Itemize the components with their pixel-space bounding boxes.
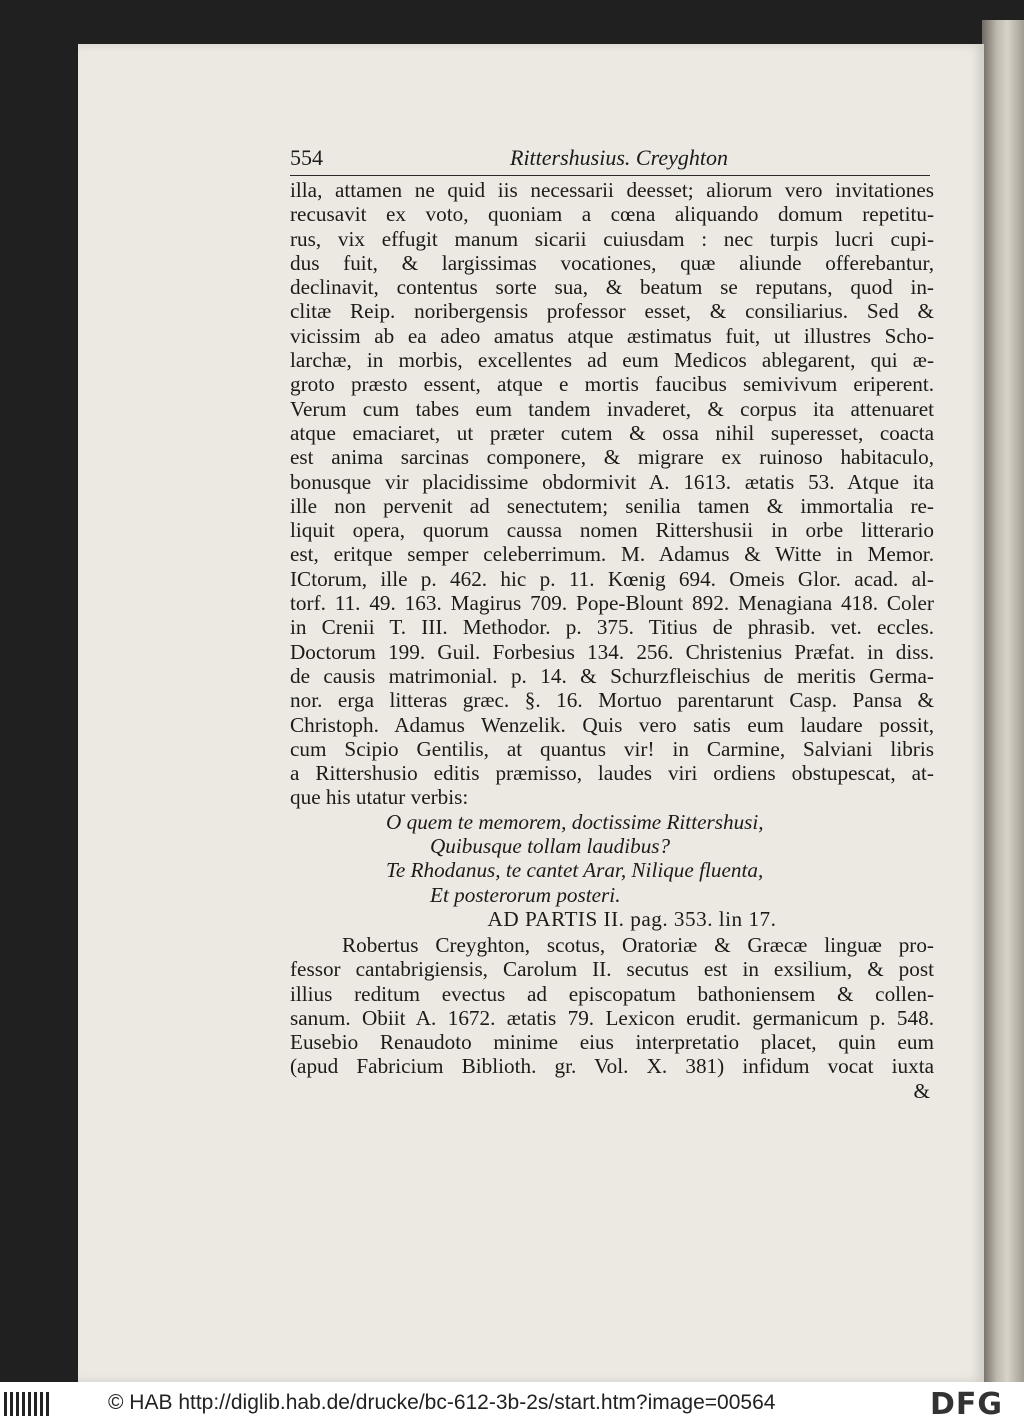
text-line: Doctorum 199. Guil. Forbesius 134. 256. Christenius Præfat. in diss. — [290, 639, 934, 664]
text-line: Christoph. Adamus Wenzelik. Quis vero satis eum laudare possit, — [290, 712, 934, 737]
page-body — [290, 178, 934, 1103]
text-line: est anima sarcinas componere, & migrare ex ruinoso habitaculo, — [290, 445, 934, 470]
text-line: Eusebio Renaudoto minime eius interpretatio placet, quin eum — [290, 1030, 934, 1055]
text-line: larchæ, in morbis, excellentes ad eum Medicos ablegarent, qui æ- — [290, 348, 934, 373]
paragraph-rittershusius — [290, 178, 934, 810]
text-line: in Crenii T. III. Methodor. p. 375. Titius de phrasib. vet. eccles. — [290, 615, 934, 640]
verse-quotation — [290, 810, 934, 907]
text-line: de causis matrimonial. p. 14. & Schurzfleischius de meritis Germa- — [290, 663, 934, 688]
section-heading: AD PARTIS II. pag. 353. lin 17. — [487, 906, 777, 931]
text-line: ICtorum, ille p. 462. hic p. 11. Kœnig 694. Omeis Glor. acad. al- — [290, 566, 934, 591]
catchword: & — [913, 1078, 930, 1103]
page-header — [290, 145, 930, 176]
running-title: Rittershusius. Creyghton — [510, 145, 728, 170]
text-line: sanum. Obiit A. 1672. ætatis 79. Lexicon erudit. germanicum p. 548. — [290, 1005, 934, 1030]
paragraph-creyghton — [290, 933, 934, 1079]
text-line: illa, attamen ne quid iis necessarii deesset; aliorum vero invitationes — [290, 178, 934, 202]
text-line: nor. erga litteras græc. §. 16. Mortuo parentarunt Casp. Pansa & — [290, 688, 934, 713]
text-line: est, eritque semper celeberrimum. M. Adamus & Witte in Memor. — [290, 542, 934, 567]
text-line: bonusque vir placidissime obdormivit A. 1613. ætatis 53. Atque ita — [290, 469, 934, 494]
text-line: torf. 11. 49. 163. Magirus 709. Pope-Blount 892. Menagiana 418. Coler — [290, 591, 934, 616]
verse-line: Quibusque tollam laudibus? — [430, 834, 671, 859]
text-line: que his utatur verbis: — [290, 785, 469, 810]
text-line: rus, vix effugit manum sicarii cuiusdam : nec turpis lucri cupi- — [290, 226, 934, 251]
verse-line: O quem te memorem, doctissime Rittershusi, — [386, 809, 764, 834]
text-line: clitæ Reip. noribergensis professor esset, & consiliarius. Sed & — [290, 299, 934, 324]
text-line: fessor cantabrigiensis, Carolum II. secutus est in exsilium, & post — [290, 957, 934, 982]
text-line: (apud Fabricium Biblioth. gr. Vol. X. 381) infidum vocat iuxta — [290, 1054, 934, 1079]
text-line: vicissim ab ea adeo amatus atque æstimatus fuit, ut illustres Scho- — [290, 323, 934, 348]
viewer-footer — [0, 1382, 1024, 1425]
dfg-logo: DFG — [930, 1387, 1004, 1422]
text-line: a Rittershusio editis præmisso, laudes viri ordiens obstupescat, at- — [290, 761, 934, 786]
text-line: Verum cum tabes eum tandem invaderet, & corpus ita attenuaret — [290, 396, 934, 421]
text-line: atque emaciaret, ut præter cutem & ossa nihil superesset, coacta — [290, 420, 934, 445]
text-line: dus fuit, & largissimas vocationes, quæ aliunde offerebantur, — [290, 250, 934, 275]
page-number: 554 — [290, 145, 323, 170]
text-line: cum Scipio Gentilis, at quantus vir! in Carmine, Salviani libris — [290, 736, 934, 761]
verse-line: Et posterorum posteri. — [430, 882, 621, 907]
text-line: illius reditum evectus ad episcopatum bathoniensem & collen- — [290, 981, 934, 1006]
text-line: liquit opera, quorum caussa nomen Rittershusii in orbe litterario — [290, 518, 934, 543]
verse-line: Te Rhodanus, te cantet Arar, Nilique fluenta, — [386, 858, 764, 883]
barcode-icon — [4, 1392, 50, 1416]
text-line: declinavit, contentus sorte sua, & beatum se reputans, quod in- — [290, 275, 934, 300]
next-page-edge — [982, 20, 1024, 1382]
copyright-url[interactable]: © HAB http://diglib.hab.de/drucke/bc-612-3b-2s/start.htm?image=00564 — [108, 1391, 776, 1414]
text-line: recusavit ex voto, quoniam a cœna aliquando domum repetitu- — [290, 202, 934, 227]
text-line: Robertus Creyghton, scotus, Oratoriæ & Græcæ linguæ pro- — [342, 932, 934, 957]
text-line: ille non pervenit ad senectutem; senilia tamen & immortalia re- — [290, 493, 934, 518]
text-line: groto præsto essent, atque e mortis faucibus semivivum eriperent. — [290, 372, 934, 397]
